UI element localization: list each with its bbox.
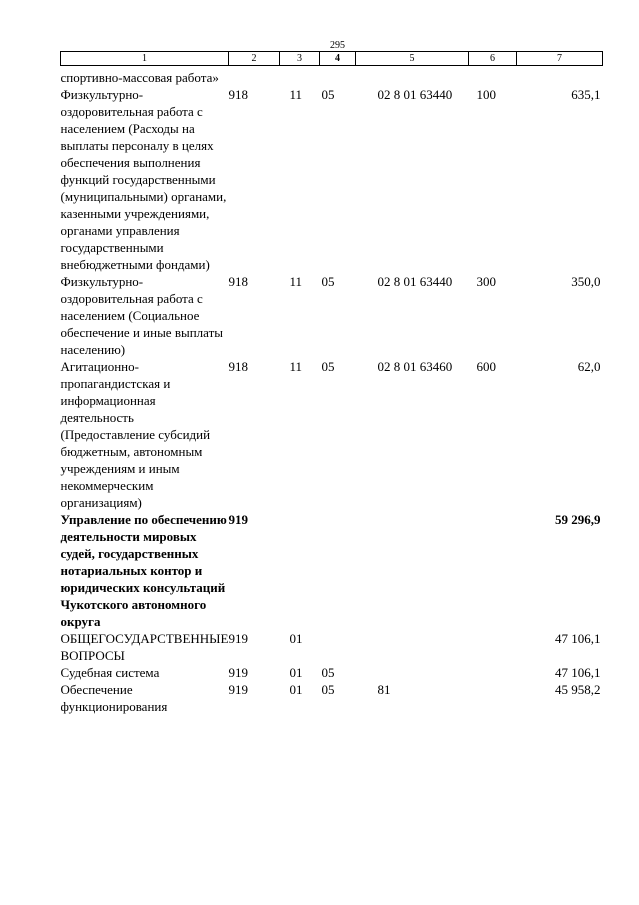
row-ministry-code: 918: [228, 274, 248, 289]
row-name: ОБЩЕГОСУДАРСТВЕННЫЕ ВОПРОСЫ: [60, 631, 229, 663]
table-row: [61, 273, 603, 358]
row-subsection-code: 05: [321, 274, 335, 289]
row-section-code: 01: [289, 631, 303, 646]
row-ministry-code: 918: [228, 87, 248, 102]
row-amount: 45 958,2: [555, 682, 601, 697]
row-name: Агитационно-пропагандистская и информационная деятельность (Предоставление субсидий бюджетным, автономным учреждениям и иным некоммерческим организациям): [60, 359, 211, 510]
row-amount: 62,0: [577, 359, 601, 374]
table-row: [61, 681, 603, 715]
row-ministry-code: 919: [228, 512, 248, 527]
row-target-article: 02 8 01 63460: [377, 359, 453, 374]
row-target-article: 02 8 01 63440: [377, 87, 453, 102]
row-section-code: 01: [289, 665, 303, 680]
column-header-5: 5: [356, 52, 469, 66]
row-target-article: [356, 630, 469, 664]
row-section-code: [280, 66, 320, 87]
row-expense-type: [469, 511, 517, 630]
table-row: [61, 664, 603, 681]
row-ministry-code: 919: [228, 665, 248, 680]
row-subsection-code: 05: [321, 682, 335, 697]
row-target-article: [356, 66, 469, 87]
table-row: [61, 358, 603, 511]
row-name: Управление по обеспечению деятельности мировых судей, государственных нотариальных контор и юридических консультаций Чукотского автономного округа: [60, 512, 227, 629]
row-target-article: [356, 511, 469, 630]
row-expense-type: 300: [476, 274, 496, 289]
table-row: [61, 86, 603, 273]
row-section-code: [280, 511, 320, 630]
row-name: Физкультурно-оздоровительная работа с населением (Расходы на выплаты персоналу в целях обеспечения выполнения функций государственными (муниципальными) органами, казенными учреждениями, органами управления государственными внебюджетными фондами): [60, 87, 227, 272]
column-header-7: 7: [517, 52, 603, 66]
row-target-article: 02 8 01 63440: [377, 274, 453, 289]
column-header-1: 1: [61, 52, 229, 66]
row-target-article: [356, 664, 469, 681]
row-amount: 350,0: [571, 274, 601, 289]
row-subsection-code: 05: [321, 665, 335, 680]
row-subsection-code: [320, 66, 356, 87]
row-ministry-code: 918: [228, 359, 248, 374]
row-expense-type: 600: [476, 359, 496, 374]
row-name: Судебная система: [60, 665, 160, 680]
page-number: 295: [330, 40, 345, 51]
header-row: [61, 52, 603, 66]
row-section-code: 11: [289, 87, 303, 102]
table-row: [61, 66, 603, 87]
row-subsection-code: [320, 630, 356, 664]
row-section-code: 11: [289, 359, 303, 374]
table-row: [61, 630, 603, 664]
row-section-code: 01: [289, 682, 303, 697]
row-target-article: 81: [377, 682, 391, 697]
row-amount: 59 296,9: [555, 512, 601, 527]
row-amount: 47 106,1: [555, 631, 601, 646]
row-amount: 635,1: [571, 87, 601, 102]
row-section-code: 11: [289, 274, 303, 289]
row-ministry-code: 919: [228, 682, 248, 697]
row-expense-type: [469, 681, 517, 715]
row-name: Обеспечение функционирования: [60, 682, 168, 714]
row-amount: [517, 66, 603, 87]
budget-table: [60, 51, 603, 715]
row-amount: 47 106,1: [555, 665, 601, 680]
row-name: спортивно-массовая работа»: [60, 70, 219, 85]
column-header-2: 2: [229, 52, 280, 66]
column-header-6: 6: [469, 52, 517, 66]
column-header-4: 4: [320, 52, 356, 66]
column-header-3: 3: [280, 52, 320, 66]
row-ministry-code: 919: [228, 631, 248, 646]
row-expense-type: [469, 66, 517, 87]
row-expense-type: [469, 630, 517, 664]
row-name: Физкультурно-оздоровительная работа с населением (Социальное обеспечение и иные выплаты населению): [60, 274, 223, 357]
row-subsection-code: 05: [321, 359, 335, 374]
row-expense-type: 100: [476, 87, 496, 102]
table-row: [61, 511, 603, 630]
row-subsection-code: [320, 511, 356, 630]
row-ministry-code: [229, 66, 280, 87]
row-subsection-code: 05: [321, 87, 335, 102]
row-expense-type: [469, 664, 517, 681]
